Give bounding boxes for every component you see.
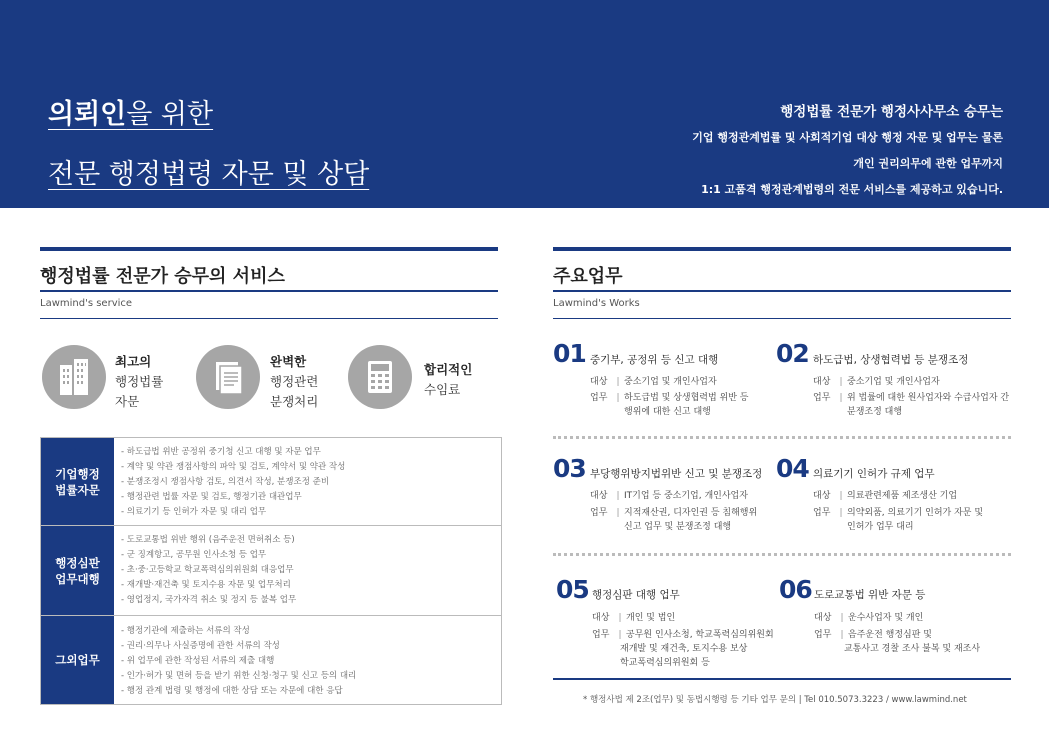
works-divider-top [553, 247, 1011, 251]
work-title: 하도급법, 상생협력법 등 분쟁조정 [813, 354, 969, 366]
service-subtitle: Lawmind's service [40, 298, 133, 309]
hero-title-line2: 전문 행정법령 자문 및 상담 [48, 159, 370, 190]
work-title: 도로교통법 위반 자문 등 [814, 589, 926, 601]
work-task-cont: 분쟁조정 대행 [847, 407, 903, 417]
service-divider-mid [40, 290, 498, 292]
work-number: 02 [776, 339, 809, 368]
service-row-head: 기업행정 법률자문 [41, 438, 114, 525]
work-number: 06 [779, 575, 812, 604]
work-task: 업무 | 위 법률에 대한 원사업자와 수급사업자 간 [813, 393, 1010, 403]
work-task-cont: 행위에 대한 신고 대행 [624, 407, 711, 417]
work-task-cont: 학교폭력심의위원회 등 [620, 658, 710, 668]
hero-banner [0, 0, 1049, 208]
service-row-appeal [41, 526, 501, 616]
service-divider-top [40, 247, 498, 251]
document-icon [196, 345, 260, 409]
building-icon [42, 345, 106, 409]
service-row-items: - 하도급법 위반 공정위 중기청 신고 대행 및 자문 업무 - 계약 및 약관 쟁점사항의 파악 및 검토, 계약서 및 약관 작성 - 분쟁조정시 쟁점사항 검토, 의견서 작성, 분쟁조정 준비 - 행정관련 법률 자문 및 검토, 행정기관 대관업무 - 의료기기 등 인허가 자문 및 대리 업무 [121, 447, 346, 517]
works-title: 주요업무 [553, 266, 623, 287]
service-table [40, 437, 502, 705]
work-task: 업무 | 지적재산권, 디자인권 등 침해행위 [590, 508, 758, 518]
feature-2-text: 완벽한 행정관련 분쟁처리 [270, 354, 319, 409]
service-title: 행정법률 전문가 승무의 서비스 [40, 266, 285, 287]
work-number: 05 [556, 575, 589, 604]
work-number: 01 [553, 339, 586, 368]
work-task: 업무 | 공무원 인사소청, 학교폭력심의위원회 [592, 630, 774, 640]
hero-title-line1: 의뢰인을 위한 [48, 99, 214, 130]
service-row-corporate [41, 438, 501, 526]
works-dotted-divider [553, 553, 1011, 556]
work-target: 대상 | 의료관련제품 제조생산 기업 [813, 491, 958, 501]
work-task-cont: 재개발 및 재건축, 토지수용 보상 [620, 644, 748, 654]
work-title: 의료기기 인허가 규제 업무 [813, 468, 935, 480]
work-target: 대상 | 중소기업 및 개인사업자 [590, 377, 717, 387]
work-number: 03 [553, 454, 586, 483]
work-target: 대상 | 개인 및 법인 [592, 613, 676, 623]
work-target: 대상 | IT기업 등 중소기업, 개인사업자 [590, 491, 748, 501]
contact-footnote: * 행정사법 제 2조(업무) 및 동법시행령 등 기타 업무 문의 | Tel 010.5073.3223 / www.lawmind.net [583, 695, 967, 705]
work-task: 업무 | 의약외품, 의료기기 인허가 자문 및 [813, 508, 984, 518]
work-task: 업무 | 하도급법 및 상생협력법 위반 등 [590, 393, 749, 403]
service-row-head: 그외업무 [41, 616, 114, 704]
work-task-cont: 교통사고 경찰 조사 불복 및 재조사 [844, 644, 981, 654]
feature-1-text: 최고의 행정법률 자문 [115, 354, 164, 409]
work-title: 부당행위방지법위반 신고 및 분쟁조정 [590, 468, 763, 480]
calculator-icon [348, 345, 412, 409]
service-row-items: - 도로교통법 위반 행위 (음주운전 면허취소 등) - 군 징계항고, 공무원 인사소청 등 업무 - 초·중·고등학교 학교폭력심의위원회 대응업무 - 재개발·재건축 및 토지수용 자문 및 업무처리 - 영업정지, 국가자격 취소 및 정지 등 불복 업무 [121, 535, 297, 605]
work-number: 04 [776, 454, 809, 483]
service-row-other [41, 616, 501, 704]
works-divider-mid [553, 290, 1011, 292]
service-row-head: 행정심판 업무대행 [41, 526, 114, 615]
feature-3-text: 합리적인 수임료 [424, 362, 473, 397]
works-divider-bottom [553, 318, 1011, 319]
work-title: 행정심판 대행 업무 [592, 589, 680, 601]
work-task: 업무 | 음주운전 행정심판 및 [814, 630, 932, 640]
hero-description: 행정법률 전문가 행정사사무소 승무는 기업 행정관계법률 및 사회적기업 대상 행정 자문 및 업무는 물론 개인 권리의무에 관한 업무까지 1:1 고품격 행정관계법령의 전문 서비스를 제공하고 있습니다. [692, 104, 1003, 196]
work-title: 중기부, 공정위 등 신고 대행 [590, 354, 719, 366]
works-dotted-divider [553, 436, 1011, 439]
work-target: 대상 | 중소기업 및 개인사업자 [813, 377, 940, 387]
work-target: 대상 | 운수사업자 및 개인 [814, 613, 924, 623]
service-row-items: - 행정기관에 제출하는 서류의 작성 - 권리·의무나 사실증명에 관한 서류의 작성 - 위 업무에 관한 작성된 서류의 제출 대행 - 인가·허가 및 면허 등을 받기 위한 신청·청구 및 신고 등의 대리 - 행정 관계 법령 및 행정에 대한 상담 또는 자문에 대한 응답 [121, 626, 357, 696]
service-divider-bottom [40, 318, 498, 319]
work-task-cont: 인허가 업무 대리 [847, 522, 914, 532]
work-task-cont: 신고 업무 및 분쟁조정 대행 [624, 522, 732, 532]
works-subtitle: Lawmind's Works [553, 298, 640, 309]
works-divider-footer [553, 678, 1011, 680]
